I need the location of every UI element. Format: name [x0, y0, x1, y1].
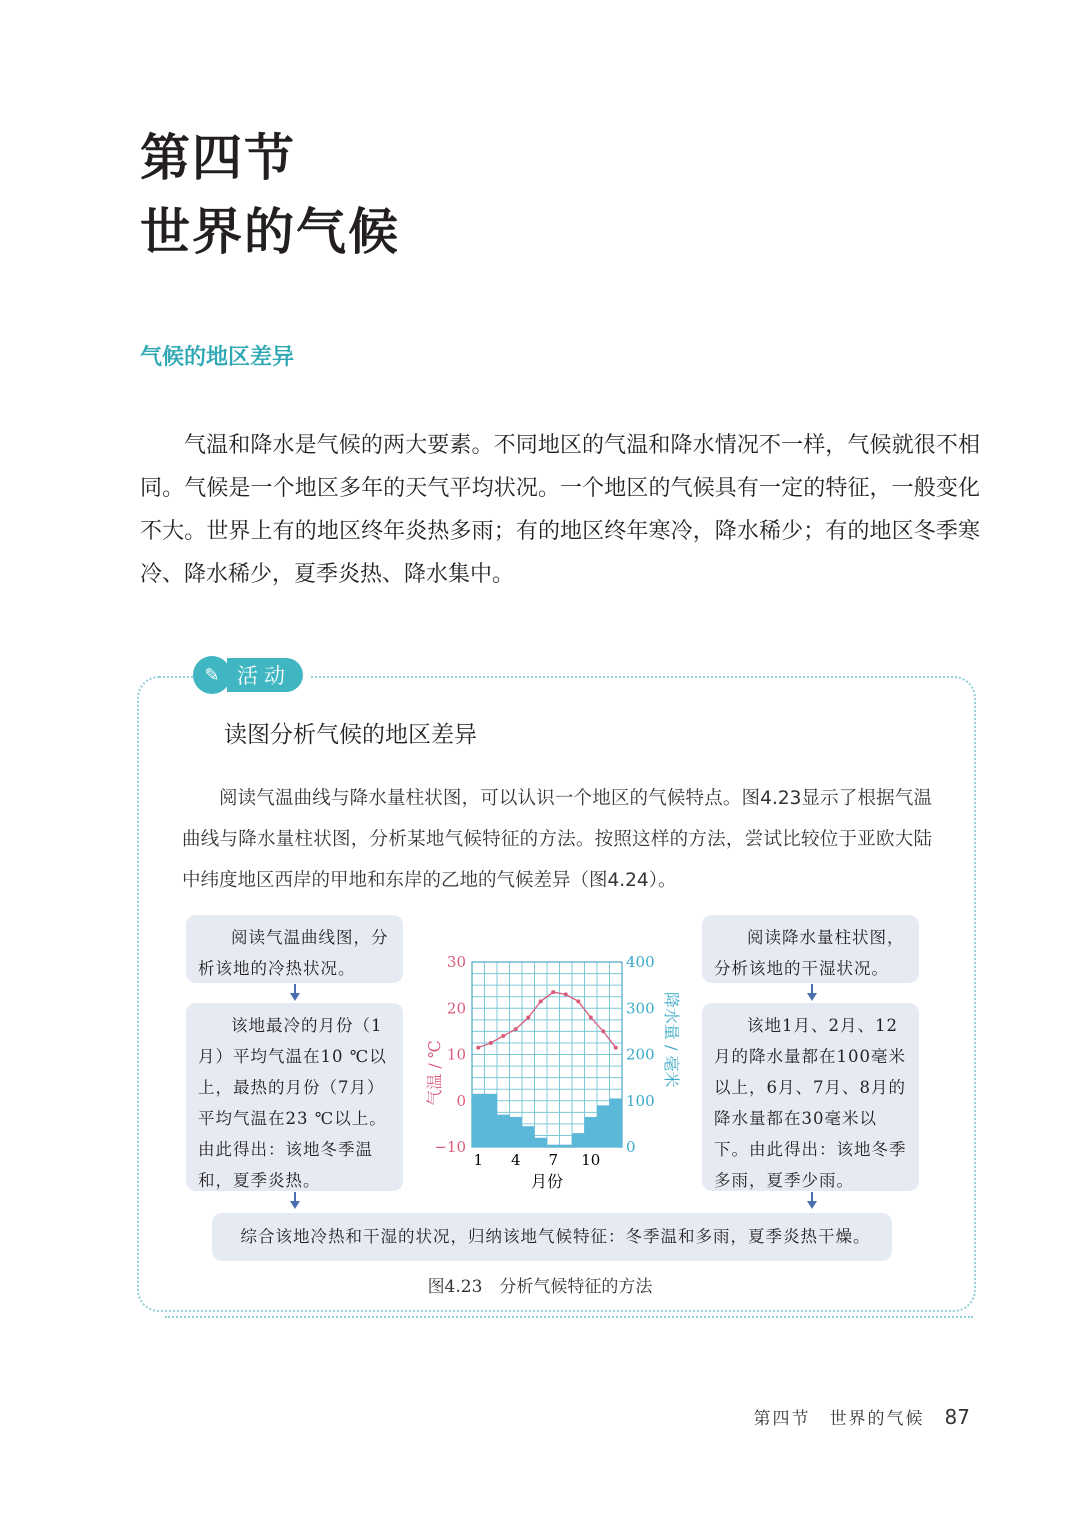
temperature-point: [501, 1034, 505, 1038]
activity-text: 阅读气温曲线与降水量柱状图，可以认识一个地区的气候特点。图4.23显示了根据气温曲线与降水量柱状图，分析某地气候特征的方法。按照这样的方法，尝试比较位于亚欧大陆中纬度地区西岸的甲地和东岸的乙地的气候差异（图4.24）。: [182, 788, 932, 891]
precipitation-bar: [572, 1133, 585, 1147]
temperature-point: [614, 1046, 618, 1050]
temperature-point: [589, 1016, 593, 1020]
activity-icon: ✎: [193, 656, 231, 694]
precipitation-bar: [535, 1138, 548, 1147]
temperature-tick-label: 10: [446, 1045, 466, 1064]
temperature-point: [576, 999, 580, 1003]
precipitation-bar: [610, 1098, 623, 1147]
down-arrow-icon: [290, 993, 300, 1001]
section-title: 气候的地区差异: [140, 344, 295, 370]
temperature-point: [601, 1029, 605, 1033]
left-top-box: 阅读气温曲线图，分析该地的冷热状况。: [186, 915, 403, 983]
temperature-axis-label: 气温 / ℃: [425, 1040, 444, 1106]
x-axis-label: 月份: [530, 1172, 564, 1191]
chapter-subtitle: 世界的气候: [140, 202, 400, 261]
precipitation-tick-label: 200: [626, 1045, 655, 1064]
precipitation-tick-label: 100: [626, 1091, 655, 1110]
temperature-point: [489, 1041, 493, 1045]
chart-labels: [425, 953, 681, 1191]
climate-chart: [410, 946, 695, 1196]
x-tick-label: 1: [473, 1151, 484, 1169]
x-tick-label: 4: [510, 1151, 521, 1169]
temperature-point: [564, 992, 568, 996]
x-tick-label: 10: [581, 1151, 601, 1169]
temperature-point: [551, 990, 555, 994]
precipitation-tick-label: 0: [626, 1138, 636, 1156]
temperature-tick-label: 30: [446, 953, 466, 971]
chapter-title: 第四节: [140, 128, 296, 187]
activity-badge-label: 活动: [227, 658, 303, 692]
precipitation-bar: [510, 1117, 523, 1147]
activity-title: 读图分析气候的地区差异: [224, 722, 477, 748]
precipitation-bar: [597, 1105, 610, 1147]
conclusion-box: 综合该地冷热和干湿的状况，归纳该地气候特征：冬季温和多雨，夏季炎热干燥。: [212, 1213, 892, 1261]
temperature-point: [539, 999, 543, 1003]
precipitation-tick-label: 400: [626, 953, 655, 971]
precipitation-bar: [547, 1145, 560, 1147]
precipitation-tick-label: 300: [626, 999, 655, 1018]
temperature-tick-label: 0: [456, 1091, 466, 1110]
body-paragraph: 气温和降水是气候的两大要素。不同地区的气温和降水情况不一样，气候就很不相同。气候是一个地区多年的天气平均状况。一个地区的气候具有一定的特征，一般变化不大。世界上有的地区终年炎热多雨；有的地区终年寒冷，降水稀少；有的地区冬季寒冷、降水稀少，夏季炎热、降水集中。: [140, 433, 980, 587]
left-bottom-box: 该地最冷的月份（1月）平均气温在10 ℃以上，最热的月份（7月）平均气温在23 ℃以上。由此得出：该地冬季温和，夏季炎热。: [186, 1003, 403, 1191]
precipitation-bar: [522, 1126, 535, 1147]
footer-title: 第四节 世界的气候: [753, 1409, 925, 1429]
right-top-box: 阅读降水量柱状图，分析该地的干湿状况。: [702, 915, 919, 983]
right-bottom-box: 该地1月、2月、12月的降水量都在100毫米以上，6月、7月、8月的降水量都在30毫米以下。由此得出：该地冬季多雨，夏季少雨。: [702, 1003, 919, 1191]
activity-badge: [193, 656, 311, 694]
down-arrow-icon: [807, 1201, 817, 1209]
down-arrow-icon: [807, 993, 817, 1001]
precipitation-axis-label: 降水量 / 毫米: [662, 991, 681, 1088]
temperature-point: [526, 1016, 530, 1020]
temperature-tick-label: −10: [434, 1138, 466, 1156]
x-tick-label: 7: [548, 1151, 559, 1169]
temperature-point: [514, 1027, 518, 1031]
figure-caption: 图4.23 分析气候特征的方法: [427, 1277, 653, 1297]
precipitation-bar: [560, 1145, 573, 1147]
precipitation-bar: [585, 1117, 598, 1147]
down-arrow-icon: [290, 1201, 300, 1209]
page-number: 87: [944, 1405, 970, 1429]
page-footer: [754, 1404, 970, 1429]
temperature-point: [476, 1046, 480, 1050]
precipitation-bar: [485, 1094, 498, 1147]
activity-box-shadow: [165, 1316, 973, 1318]
precipitation-bar: [497, 1115, 510, 1147]
precipitation-bar: [472, 1094, 485, 1147]
temperature-tick-label: 20: [446, 999, 466, 1018]
